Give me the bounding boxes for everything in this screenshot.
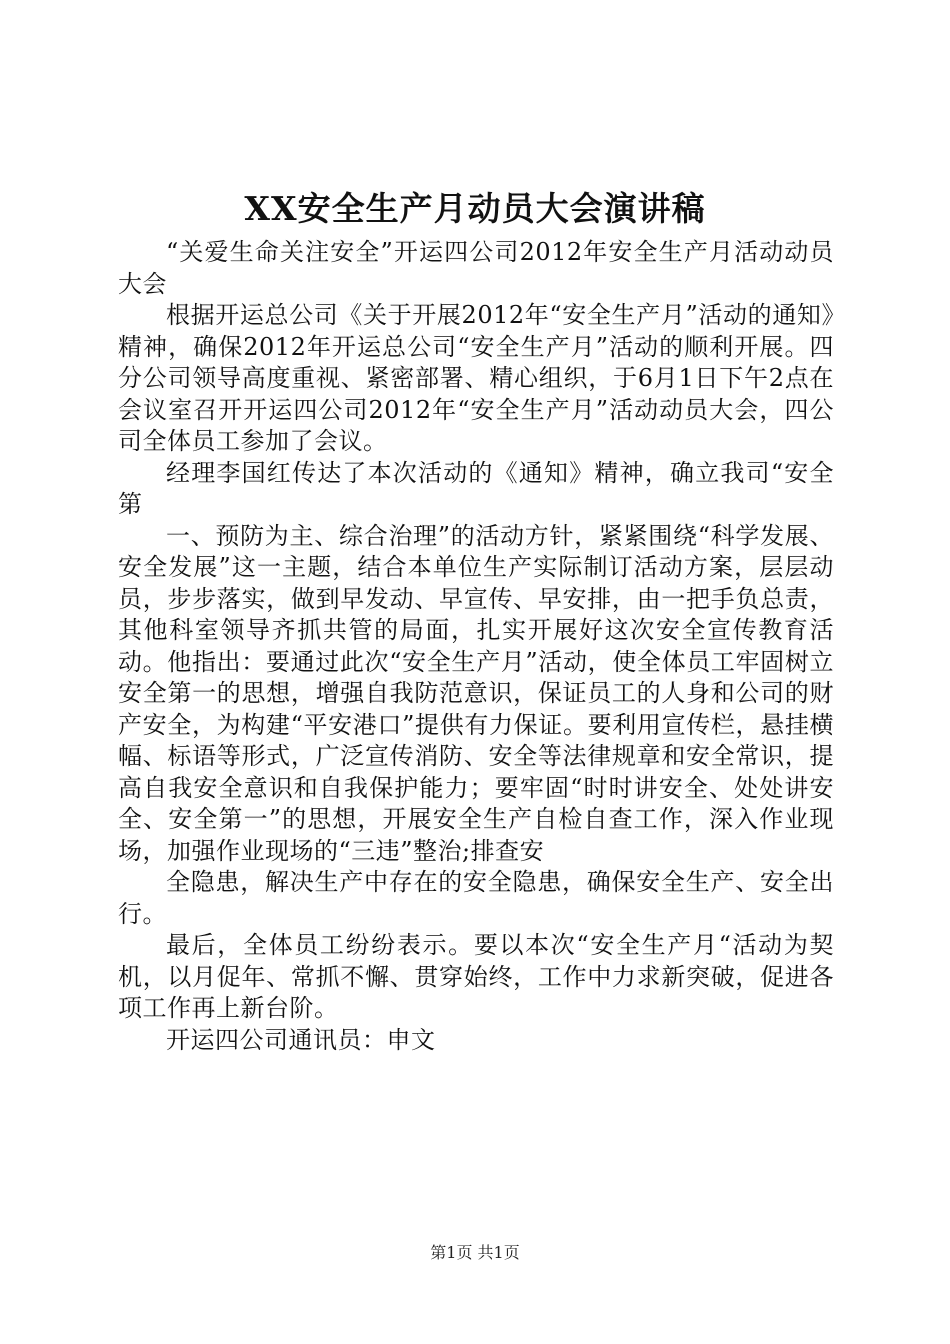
paragraph-activity-policy: 一、预防为主、综合治理”的活动方针，紧紧围绕“科学发展、安全发展”这一主题，结合本单位生产实际制订活动方案，层层动员，步步落实，做到早发动、早宣传、早安排，由一把手负总责，其他科室领导齐抓共管的局面，扎实开展好这次安全宣传教育活动。他指出：要通过此次“安全生产月”活动，使全体员工牢固树立安全第一的思想，增强自我防范意识，保证员工的人身和公司的财产安全，为构建“平安港口”提供有力保证。要利用宣传栏，悬挂横幅、标语等形式，广泛宣传消防、安全等法律规章和安全常识，提高自我安全意识和自我保护能力；要牢固“时时讲安全、处处讲安全、安全第一”的思想，开展安全生产自检自查工作，深入作业现场，加强作业现场的“三违”整治;排查安 [118, 521, 834, 865]
paragraph-manager-intro: 经理李国红传达了本次活动的《通知》精神，确立我司“安全第 [118, 458, 834, 518]
paragraph-hazard-check: 全隐患，解决生产中存在的安全隐患，确保安全生产、安全出行。 [118, 868, 834, 928]
paragraph-correspondent: 开运四公司通讯员：申文 [166, 1025, 436, 1054]
paragraph-background: 根据开运总公司《关于开展2012年“安全生产月”活动的通知》精神，确保2012年开运总公司“安全生产月”活动的顺利开展。四分公司领导高度重视、紧密部署、精心组织，于6月1日下午2点在会议室召开开运四公司2012年“安全生产月”活动动员大会，四公司全体员工参加了会议。 [118, 301, 834, 455]
paragraph-subtitle: “关爱生命关注安全”开运四公司2012年安全生产月活动动员大会 [118, 238, 834, 298]
paragraph-conclusion: 最后，全体员工纷纷表示。要以本次“安全生产月“活动为契机，以月促年、常抓不懈、贯穿始终，工作中力求新突破，促进各项工作再上新台阶。 [118, 931, 834, 1022]
document-body [118, 237, 834, 1056]
document-title: XX安全生产月动员大会演讲稿 [244, 189, 706, 228]
page-footer: 第1页 共1页 [430, 1243, 520, 1262]
